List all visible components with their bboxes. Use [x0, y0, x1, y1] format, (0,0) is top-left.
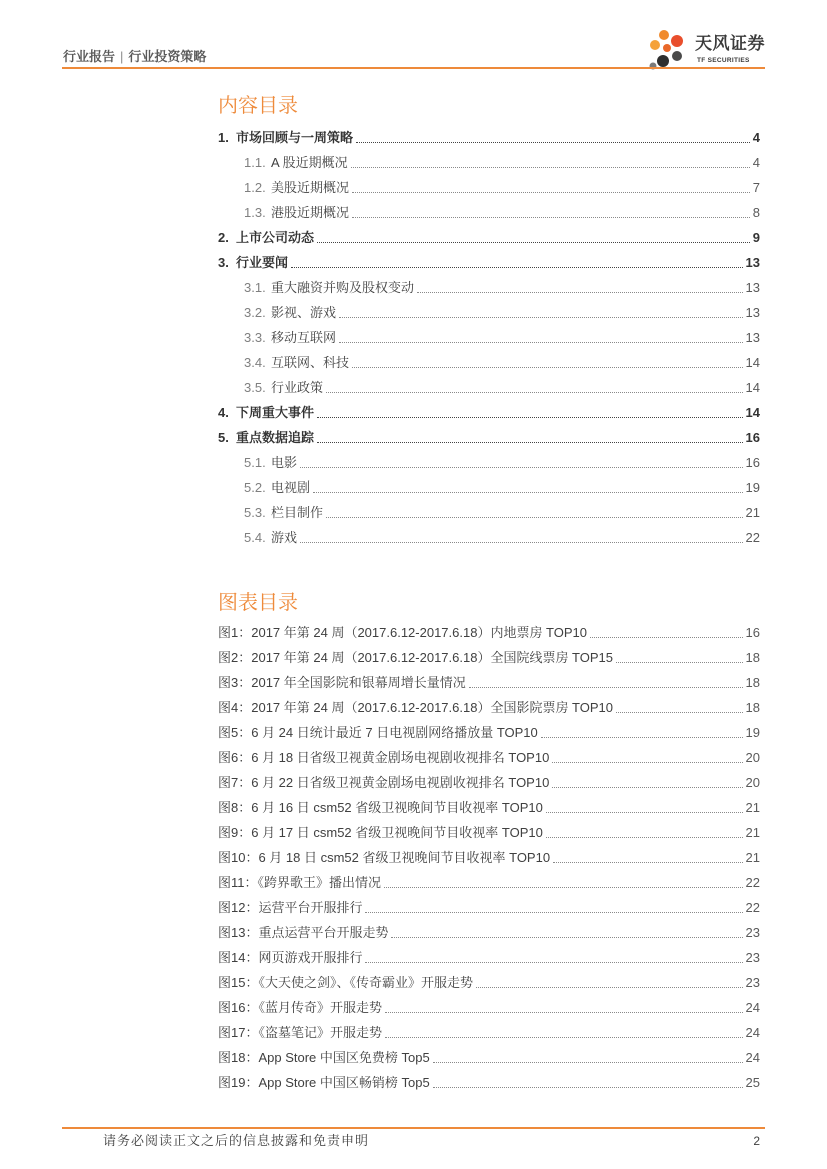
dot-leader — [417, 275, 743, 293]
figure-entry[interactable] — [218, 795, 760, 820]
dot-leader — [300, 450, 743, 468]
toc-entry-title: 影视、游戏 — [271, 305, 337, 320]
figures-list — [218, 620, 760, 1095]
toc-section-entry[interactable] — [218, 400, 760, 425]
toc-section-entry[interactable] — [218, 125, 760, 150]
toc-entry-title: 移动互联网 — [271, 330, 337, 345]
figure-entry-title: 图14：网页游戏开服排行 — [218, 950, 363, 965]
dot-leader — [590, 620, 743, 638]
figure-entry-title: 图12：运营平台开服排行 — [218, 900, 363, 915]
toc-entry-number: 5.1. — [244, 455, 266, 470]
toc-subsection-entry[interactable] — [218, 275, 760, 300]
dot-leader — [616, 645, 743, 663]
toc-entry-page: 19 — [745, 480, 760, 495]
toc-entry-title: 电视剧 — [271, 480, 311, 495]
toc-subsection-entry[interactable] — [218, 450, 760, 475]
page-number: 2 — [753, 1134, 760, 1148]
company-name-en: TF SECURITIES — [697, 57, 750, 64]
toc-section-entry[interactable] — [218, 225, 760, 250]
toc-entry-number: 3.4. — [244, 355, 266, 370]
dot-leader — [546, 795, 743, 813]
toc-subsection-entry[interactable] — [218, 300, 760, 325]
dot-leader — [326, 375, 743, 393]
dot-leader — [313, 475, 743, 493]
figure-entry-title: 图8：6 月 16 日 csm52 省级卫视晚间节目收视率 TOP10 — [218, 800, 543, 815]
toc-entry-number: 2. — [218, 230, 229, 245]
figures-heading: 图表目录 — [218, 592, 298, 614]
toc-entry-page: 4 — [752, 130, 760, 145]
figure-entry-title: 图19：App Store 中国区畅销榜 Top5 — [218, 1075, 430, 1090]
dot-leader — [365, 895, 742, 913]
dot-leader — [365, 945, 742, 963]
figure-entry-title: 图18：App Store 中国区免费榜 Top5 — [218, 1050, 430, 1065]
figure-entry-title: 图10：6 月 18 日 csm52 省级卫视晚间节目收视率 TOP10 — [218, 850, 551, 865]
figure-entry[interactable] — [218, 770, 760, 795]
toc-entry-number: 1.3. — [244, 205, 266, 220]
figure-entry-title: 图13：重点运营平台开服走势 — [218, 925, 389, 940]
figure-entry-page: 18 — [745, 650, 760, 665]
figure-entry-page: 16 — [745, 625, 760, 640]
toc-entry-title: 重点数据追踪 — [236, 430, 315, 445]
toc-entry-page: 8 — [752, 205, 760, 220]
dot-leader — [546, 820, 743, 838]
dot-leader — [291, 250, 743, 268]
toc-entry-title: 上市公司动态 — [236, 230, 315, 245]
figure-entry-page: 23 — [745, 950, 760, 965]
figure-entry-page: 24 — [745, 1050, 760, 1065]
toc-entry-title: 行业政策 — [271, 380, 324, 395]
figure-entry-title: 图6：6 月 18 日省级卫视黄金剧场电视剧收视排名 TOP10 — [218, 750, 550, 765]
figure-entry-page: 18 — [745, 675, 760, 690]
figure-entry-page: 24 — [745, 1000, 760, 1015]
figure-entry[interactable] — [218, 745, 760, 770]
dot-leader — [433, 1045, 743, 1063]
toc-entry-number: 5.4. — [244, 530, 266, 545]
dot-leader — [317, 425, 743, 443]
figure-entry-title: 图2：2017 年第 24 周（2017.6.12-2017.6.18）全国院线票房 TOP15 — [218, 650, 614, 665]
figure-entry-page: 23 — [745, 975, 760, 990]
toc-subsection-entry[interactable] — [218, 500, 760, 525]
figure-entry[interactable] — [218, 1020, 760, 1045]
figure-entry-title: 图7：6 月 22 日省级卫视黄金剧场电视剧收视排名 TOP10 — [218, 775, 550, 790]
toc-entry-number: 1.1. — [244, 155, 266, 170]
toc-entry-page: 16 — [745, 430, 760, 445]
dot-leader — [385, 995, 743, 1013]
disclaimer-notice: 请务必阅读正文之后的信息披露和免责申明 — [103, 1133, 370, 1148]
figure-entry[interactable] — [218, 1045, 760, 1070]
toc-entry-title: 美股近期概况 — [271, 180, 350, 195]
dot-leader — [352, 175, 750, 193]
company-name-cn: 天风证券 — [695, 34, 765, 53]
figure-entry[interactable] — [218, 720, 760, 745]
dot-leader — [552, 745, 742, 763]
toc-entry-number: 5.3. — [244, 505, 266, 520]
dot-leader — [356, 125, 750, 143]
toc-entry-number: 3.1. — [244, 280, 266, 295]
figure-entry[interactable] — [218, 670, 760, 695]
dot-leader — [351, 150, 750, 168]
dot-leader — [352, 200, 750, 218]
toc-entry-page: 4 — [752, 155, 760, 170]
figure-entry-page: 22 — [745, 875, 760, 890]
toc-entry-title: 下周重大事件 — [236, 405, 315, 420]
header-separator: | — [120, 49, 124, 64]
report-category — [63, 49, 206, 65]
figure-entry-page: 24 — [745, 1025, 760, 1040]
report-type: 行业报告 — [63, 49, 116, 64]
dot-leader — [385, 1020, 743, 1038]
toc-entry-page: 13 — [745, 280, 760, 295]
figure-entry-title: 图15：《大天使之剑》、《传奇霸业》开服走势 — [218, 975, 473, 990]
figure-entry-page: 20 — [745, 775, 760, 790]
toc-entry-title: A 股近期概况 — [271, 155, 348, 170]
toc-entry-page: 13 — [745, 255, 760, 270]
toc-entry-number: 1.2. — [244, 180, 266, 195]
figure-entry-page: 21 — [745, 825, 760, 840]
figure-entry[interactable] — [218, 645, 760, 670]
dot-leader — [326, 500, 743, 518]
figure-entry[interactable] — [218, 895, 760, 920]
toc-section-entry[interactable] — [218, 250, 760, 275]
contents-heading: 内容目录 — [218, 95, 298, 117]
figure-entry-title: 图11：《跨界歌王》播出情况 — [218, 875, 381, 890]
toc-entry-title: 市场回顾与一周策略 — [236, 130, 354, 145]
figure-entry[interactable] — [218, 945, 760, 970]
footer-rule — [62, 1127, 765, 1129]
toc-entry-page: 21 — [745, 505, 760, 520]
figure-entry-page: 21 — [745, 850, 760, 865]
toc-entry-title: 栏目制作 — [271, 505, 324, 520]
figure-entry-title: 图16：《蓝月传奇》开服走势 — [218, 1000, 382, 1015]
toc-subsection-entry[interactable] — [218, 150, 760, 175]
toc-subsection-entry[interactable] — [218, 200, 760, 225]
figure-entry[interactable] — [218, 695, 760, 720]
figure-entry-page: 22 — [745, 900, 760, 915]
toc-entry-title: 互联网、科技 — [271, 355, 350, 370]
figure-entry-title: 图17：《盗墓笔记》开服走势 — [218, 1025, 382, 1040]
figure-entry[interactable] — [218, 820, 760, 845]
figure-entry[interactable] — [218, 920, 760, 945]
figure-entry-page: 20 — [745, 750, 760, 765]
dot-leader — [433, 1070, 743, 1088]
figure-entry-title: 图5：6 月 24 日统计最近 7 日电视剧网络播放量 TOP10 — [218, 725, 538, 740]
figure-entry-page: 25 — [745, 1075, 760, 1090]
company-logo — [646, 28, 768, 72]
toc-entry-number: 3. — [218, 255, 229, 270]
dot-leader — [384, 870, 743, 888]
toc-entry-title: 游戏 — [271, 530, 298, 545]
toc-subsection-entry[interactable] — [218, 175, 760, 200]
toc-entry-page: 9 — [752, 230, 760, 245]
toc-entry-number: 3.3. — [244, 330, 266, 345]
toc-entry-page: 13 — [745, 305, 760, 320]
figure-entry-page: 21 — [745, 800, 760, 815]
dot-leader — [391, 920, 742, 938]
contents-list — [218, 125, 760, 550]
toc-entry-page: 16 — [745, 455, 760, 470]
figure-entry-page: 18 — [745, 700, 760, 715]
dot-leader — [352, 350, 743, 368]
figure-entry-page: 19 — [745, 725, 760, 740]
figure-entry-title: 图9：6 月 17 日 csm52 省级卫视晚间节目收视率 TOP10 — [218, 825, 543, 840]
figure-entry[interactable] — [218, 845, 760, 870]
figure-entry[interactable] — [218, 620, 760, 645]
toc-entry-number: 5.2. — [244, 480, 266, 495]
header-rule — [62, 67, 765, 69]
toc-entry-title: 重大融资并购及股权变动 — [271, 280, 415, 295]
figure-entry[interactable] — [218, 1070, 760, 1095]
toc-subsection-entry[interactable] — [218, 475, 760, 500]
toc-section-entry[interactable] — [218, 425, 760, 450]
toc-entry-title: 电影 — [271, 455, 298, 470]
dot-leader — [339, 300, 743, 318]
toc-entry-page: 22 — [745, 530, 760, 545]
toc-entry-page: 14 — [745, 405, 760, 420]
dot-leader — [317, 225, 750, 243]
figure-entry-title: 图4：2017 年第 24 周（2017.6.12-2017.6.18）全国影院票房 TOP10 — [218, 700, 614, 715]
figure-entry-title: 图3：2017 年全国影院和银幕周增长量情况 — [218, 675, 466, 690]
toc-entry-title: 港股近期概况 — [271, 205, 350, 220]
dot-leader — [553, 845, 742, 863]
dot-leader — [541, 720, 743, 738]
dot-leader — [476, 970, 743, 988]
figure-entry[interactable] — [218, 970, 760, 995]
figure-entry-title: 图1：2017 年第 24 周（2017.6.12-2017.6.18）内地票房 TOP10 — [218, 625, 588, 640]
dot-leader — [616, 695, 743, 713]
toc-subsection-entry[interactable] — [218, 350, 760, 375]
figure-entry-page: 23 — [745, 925, 760, 940]
dot-leader — [339, 325, 743, 343]
toc-entry-number: 4. — [218, 405, 229, 420]
toc-subsection-entry[interactable] — [218, 375, 760, 400]
toc-entry-number: 3.2. — [244, 305, 266, 320]
flower-dots-logo-icon — [646, 28, 694, 72]
toc-entry-number: 5. — [218, 430, 229, 445]
dot-leader — [317, 400, 743, 418]
dot-leader — [469, 670, 743, 688]
figure-entry[interactable] — [218, 870, 760, 895]
toc-entry-number: 3.5. — [244, 380, 266, 395]
report-subtype: 行业投资策略 — [128, 49, 207, 64]
toc-subsection-entry[interactable] — [218, 325, 760, 350]
toc-entry-number: 1. — [218, 130, 229, 145]
dot-leader — [300, 525, 743, 543]
toc-entry-title: 行业要闻 — [236, 255, 289, 270]
toc-entry-page: 14 — [745, 380, 760, 395]
toc-entry-page: 13 — [745, 330, 760, 345]
dot-leader — [552, 770, 742, 788]
toc-subsection-entry[interactable] — [218, 525, 760, 550]
figure-entry[interactable] — [218, 995, 760, 1020]
toc-entry-page: 7 — [752, 180, 760, 195]
toc-entry-page: 14 — [745, 355, 760, 370]
